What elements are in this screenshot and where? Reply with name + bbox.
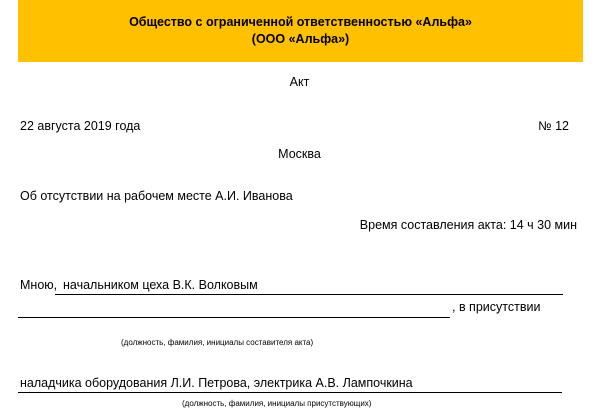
organization-short-name: (ООО «Альфа») bbox=[251, 32, 350, 46]
compiler-value: начальником цеха В.К. Волковым bbox=[63, 278, 258, 292]
document-type: Акт bbox=[289, 75, 310, 89]
document-subject: Об отсутствии на рабочем месте А.И. Иванова bbox=[20, 189, 293, 203]
witnesses-caption: (должность, фамилия, инициалы присутствующих) bbox=[182, 399, 372, 408]
compiler-prefix: Мною, bbox=[20, 278, 58, 292]
organization-header bbox=[18, 0, 583, 62]
compiler-caption: (должность, фамилия, инициалы составителя акта) bbox=[121, 338, 314, 347]
document-date: 22 августа 2019 года bbox=[20, 119, 141, 133]
witnesses-value: наладчика оборудования Л.И. Петрова, электрика А.В. Лампочкина bbox=[20, 376, 413, 390]
compiler-continuation-underline bbox=[18, 317, 450, 318]
compiler-underline bbox=[55, 294, 563, 295]
compilation-time: Время составления акта: 14 ч 30 мин bbox=[359, 218, 577, 232]
document-number: № 12 bbox=[538, 119, 569, 133]
organization-name: Общество с ограниченной ответственностью «Альфа» bbox=[129, 15, 472, 29]
witnesses-underline bbox=[18, 392, 562, 393]
compiler-suffix: , в присутствии bbox=[452, 300, 541, 314]
document-city: Москва bbox=[278, 147, 321, 161]
